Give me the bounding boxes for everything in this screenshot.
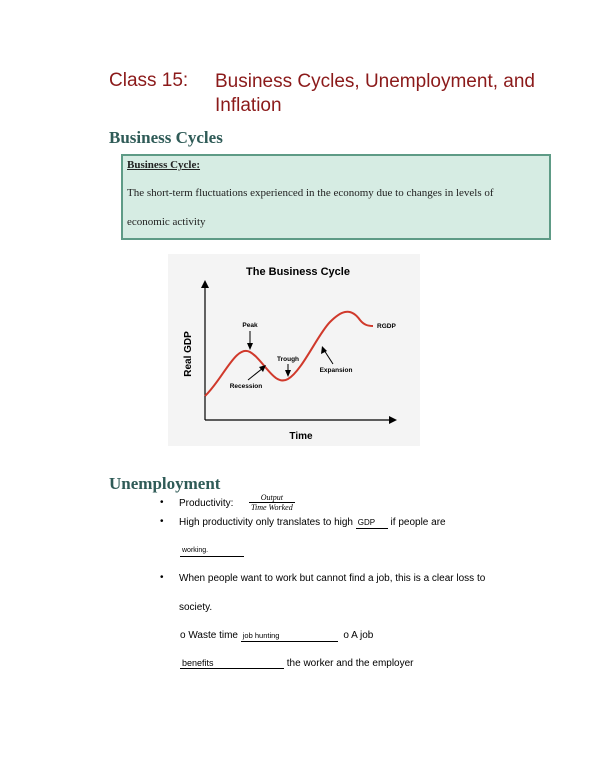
definition-term: Business Cycle: xyxy=(127,159,201,171)
bullet-text: if people are xyxy=(390,517,446,528)
sub-bullet-text: Waste time xyxy=(188,630,238,641)
bullet-marker: • xyxy=(160,516,164,527)
sub-bullet-tail: the worker and the employer xyxy=(286,658,414,669)
fraction-numerator: Output xyxy=(249,493,295,503)
blank-job-hunting: job hunting xyxy=(241,631,338,642)
class-title: Business Cycles, Unemployment, and Inflation xyxy=(215,71,535,116)
blank-working-line xyxy=(180,544,244,557)
productivity-fraction xyxy=(249,493,295,512)
class-number: Class 15: xyxy=(109,70,189,91)
chart-title: The Business Cycle xyxy=(246,266,350,278)
business-cycles-heading: Business Cycles xyxy=(109,128,223,147)
annotation-recession: Recession xyxy=(229,383,263,390)
sub-bullet-marker: o xyxy=(180,630,186,641)
blank-working: working. xyxy=(180,546,244,557)
definition-line-1: The short-term fluctuations experienced in the economy due to changes in levels of xyxy=(127,187,494,199)
blank-benefits: benefits xyxy=(180,658,284,669)
bullet-high-productivity xyxy=(179,517,446,529)
annotation-peak: Peak xyxy=(242,322,258,329)
productivity-label: Productivity: xyxy=(179,498,234,509)
definition-box xyxy=(121,154,551,240)
bullet-loss-line1: When people want to work but cannot find a job, this is a clear loss to xyxy=(179,573,486,584)
sub-bullet-text: A job xyxy=(351,630,374,641)
business-cycle-chart xyxy=(168,254,420,446)
x-axis-label: Time xyxy=(289,431,313,442)
series-label: RGDP xyxy=(377,323,396,330)
annotation-expansion: Expansion xyxy=(319,367,353,374)
bullet-loss-line2: society. xyxy=(179,602,213,613)
annotation-trough: Trough xyxy=(276,356,300,363)
blank-gdp: GDP xyxy=(356,518,388,529)
bullet-marker: • xyxy=(160,572,164,583)
definition-line-2: economic activity xyxy=(127,216,206,228)
y-axis-label: Real GDP xyxy=(183,331,194,377)
sub-bullet-waste-time xyxy=(180,630,373,642)
bullet-text: High productivity only translates to high xyxy=(179,517,353,528)
sub-bullet-marker: o xyxy=(343,630,349,641)
bullet-marker: • xyxy=(160,497,164,508)
sub-bullet-benefits xyxy=(180,658,414,669)
unemployment-heading: Unemployment xyxy=(109,474,221,493)
fraction-denominator: Time Worked xyxy=(251,503,293,512)
